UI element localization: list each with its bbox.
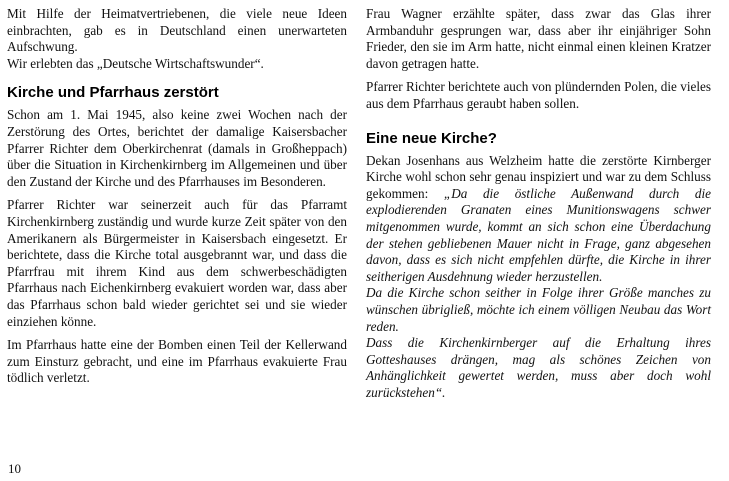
quote-text: „Da die östliche Außenwand durch die explodierenden Granaten eines Munitionswagens schwer mitgenommen wurde, kommt an sich schon eine Überdachung der stehen gebliebenen Mauer nicht in Frage, ganz abgesehen davon, dass es sich nicht empfehlen dürfte, die Kirche in ihrer seitherigen Ausdehnung wieder herzustellen. <box>366 185 711 284</box>
paragraph: Pfarrer Richter berichtete auch von plündernden Polen, die vieles aus dem Pfarrhaus geraubt haben sollen. <box>366 79 711 111</box>
quote-intro: Dekan Josenhans aus Welzheim hatte die zerstörte Kirnberger Kirche wohl schon sehr genau inspiziert und war zu dem Schluss gekommen: <box>366 152 711 201</box>
right-column <box>366 6 711 408</box>
section-heading-church-destroyed: Kirche und Pfarrhaus zerstört <box>7 84 219 102</box>
intro-line: Wir erlebten das „Deutsche Wirtschaftswunder“. <box>7 55 264 71</box>
left-column <box>7 6 347 394</box>
quote-text: Dass die Kirchenkirnberger auf die Erhaltung ihres Gotteshauses drängen, mag als schönes Zeichen von Anhänglichkeit gewertet werden, muss aber doch wohl zurückstehen“. <box>366 335 711 400</box>
quote-paragraph <box>366 153 711 286</box>
paragraph: Pfarrer Richter war seinerzeit auch für das Pfarramt Kirchenkirnberg zuständig und wurde kurze Zeit später von den Amerikanern als Bürgermeister in Kaisersbach eingesetzt. Er berichtete, dass die Kirche total ausgebrannt war, und dass die Pfarrfrau mit ihrem Kind aus dem schwerbeschädigten Pfarrhaus nach Eichenkirnberg evakuiert worden war, dass aber das Pfarrhaus schon bald wieder gerichtet sei und sie wieder einziehen könne. <box>7 197 347 329</box>
paragraph: Im Pfarrhaus hatte eine der Bomben einen Teil der Kellerwand zum Einsturz gebracht, und eine im Pfarrhaus evakuierte Frau tödlich verletzt. <box>7 337 347 386</box>
intro-paragraph: Mit Hilfe der Heimatvertriebenen, die viele neue Ideen einbrachten, gab es in Deutschland einen unerwarteten Aufschwung. <box>7 6 347 55</box>
section-heading-new-church: Eine neue Kirche? <box>366 129 497 147</box>
paragraph: Frau Wagner erzählte später, dass zwar das Glas ihrer Armbanduhr gesprungen war, dass aber ihr einjähriger Sohn Frieder, den sie im Arm hatte, nicht einmal einen kleinen Kratzer davon getragen hatte. <box>366 6 711 71</box>
page-number: 10 <box>8 461 21 476</box>
quote-text: Da die Kirche schon seither in Folge ihrer Größe manches zu wünschen übrigließ, möchte ich einem völligen Neubau das Wort reden. <box>366 285 711 334</box>
paragraph: Schon am 1. Mai 1945, also keine zwei Wochen nach der Zerstörung des Ortes, berichtet der damalige Kaisersbacher Pfarrer Richter dem Oberkirchenrat (damals in Großheppach) über die Situation in Kirchenkirnberg im Allgemeinen und über den Zustand der Kirche und des Pfarrhauses im Besonderen. <box>7 107 347 189</box>
